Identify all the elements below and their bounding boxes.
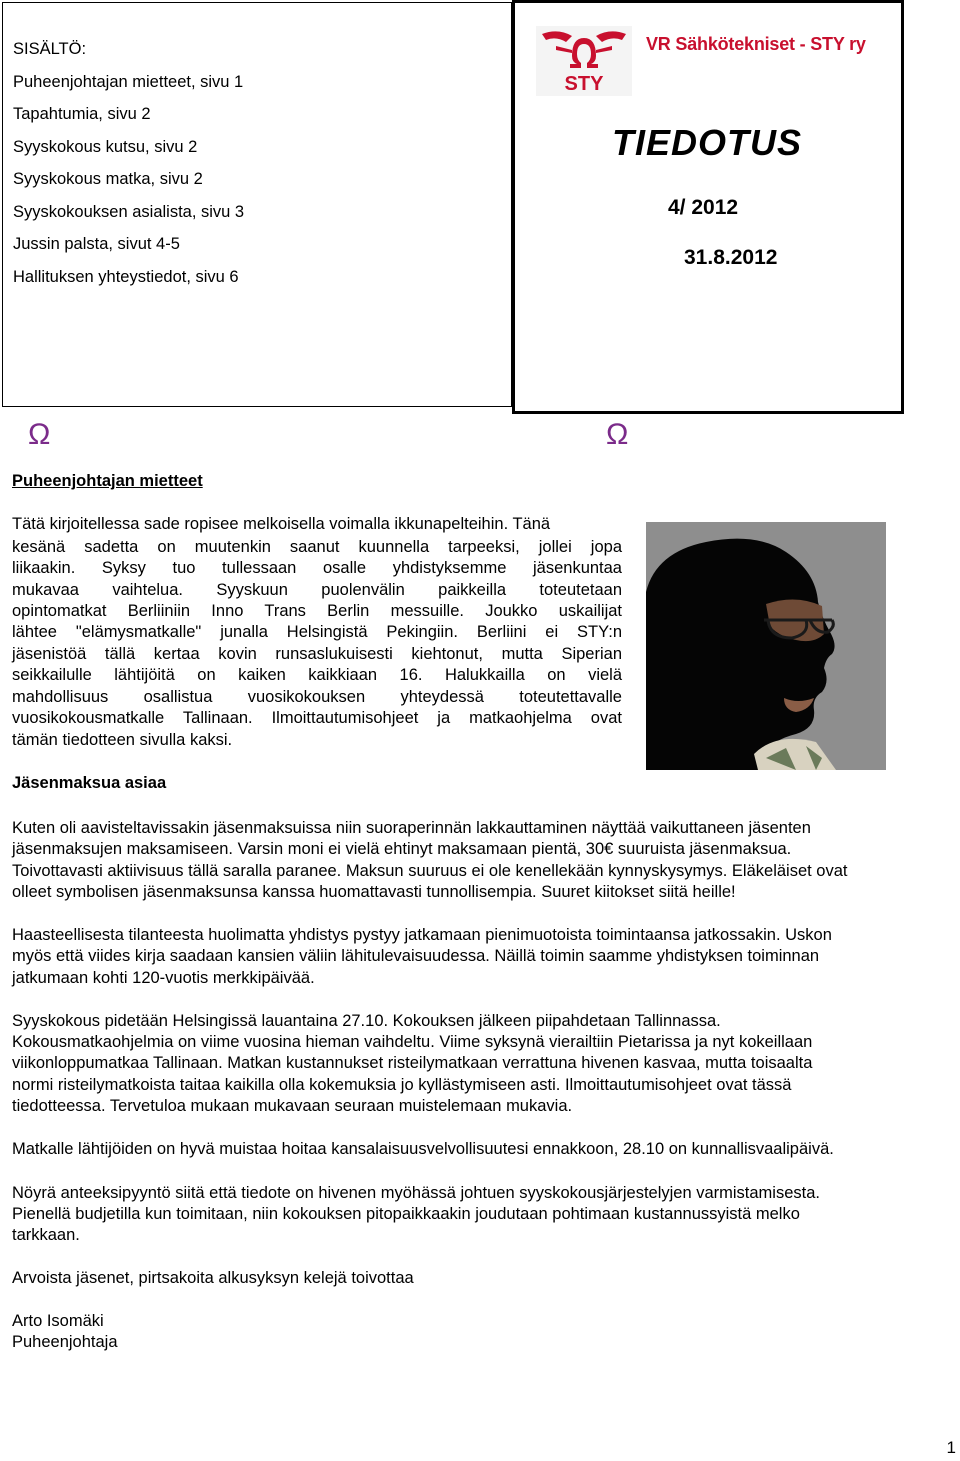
newsletter-title: TIEDOTUS (612, 122, 803, 163)
paragraph-line: mukavaa vaihtelua. Syyskuun puolenvälin paikkeilla toteutetaan (12, 581, 622, 599)
paragraph-line: seikkailulle lähtijöitä on kaiken kaikkiaan 16. Halukkailla on vielä (12, 666, 622, 684)
signature-name: Arto Isomäki (12, 1312, 104, 1330)
toc-heading: SISÄLTÖ: (13, 40, 87, 58)
paragraph-line: normi risteilymatkoista taitaa kaikilla olla kokemuksia jo kyllästymiseen asti. Ilmoittautumisohjeet ovat tässä (12, 1076, 792, 1094)
paragraph-line: lähtee "elämysmatkalle" junalla Helsingistä Pekingiin. Berliini ei STY:n (12, 623, 622, 641)
table-of-contents-box (2, 2, 512, 407)
toc-item: Jussin palsta, sivut 4-5 (13, 235, 180, 253)
paragraph-line: jäsenmaksujen maksamiseen. Varsin moni ei vielä ehtinyt maksamaan pientä, 30€ suuruista jäsenmaksua. (12, 840, 792, 858)
section-title-membership-fees: Jäsenmaksua asiaa (12, 774, 167, 792)
section-title-chairman: Puheenjohtajan mietteet (12, 472, 203, 490)
paragraph-line: Syyskokous pidetään Helsingissä lauantaina 27.10. Kokouksen jälkeen piipahdetaan Tallinnassa. (12, 1012, 721, 1030)
toc-item: Tapahtumia, sivu 2 (13, 105, 151, 123)
paragraph-line: Matkalle lähtijöiden on hyvä muistaa hoitaa kansalaisuusvelvollisuutesi ennakkoon, 28.10 on kunnallisvaalipäivä. (12, 1140, 834, 1158)
toc-item: Syyskokouksen asialista, sivu 3 (13, 203, 245, 221)
issue-date: 31.8.2012 (684, 246, 778, 269)
omega-divider-right: Ω (606, 418, 629, 451)
issue-number: 4/ 2012 (668, 196, 739, 219)
paragraph-line: kesänä sadetta on muutenkin saanut kuunnella tarpeeksi, jollei jopa (12, 538, 622, 556)
paragraph-line: liikaakin. Syksy tuo tullessaan osalle yhdistyksemme jäsenkuntaa (12, 559, 622, 577)
paragraph-line: myös että viides kirja saadaan kansien väliin lähitulevaisuudessa. Näillä toimin saamme yhdistyksen toiminnan (12, 947, 820, 965)
toc-item: Puheenjohtajan mietteet, sivu 1 (13, 73, 244, 91)
chairman-photo (646, 522, 886, 770)
paragraph-line: Kuten oli aavisteltavissakin jäsenmaksuissa niin suoraperinnän lakkauttaminen näyttää vaikuttaneen jäsenten (12, 819, 811, 837)
paragraph-line: Nöyrä anteeksipyyntö siitä että tiedote on hivenen myöhässä johtuen syyskokousjärjestelyjen varmistamisesta. (12, 1184, 820, 1202)
paragraph-line: Tätä kirjoitellessa sade ropisee melkoisella voimalla ikkunapelteihin. Tänä (12, 515, 551, 533)
paragraph-line: jatkumaan kohti 120-vuotis merkkipäivää. (12, 969, 315, 987)
sty-logo (536, 26, 632, 96)
paragraph-line: olleet symbolisen jäsenmaksunsa kanssa huomattavasti tunnollisempia. Suuret kiitokset siitä heille! (12, 883, 736, 901)
signature-title: Puheenjohtaja (12, 1333, 118, 1351)
paragraph-line: jäsenistöä tällä kertaa kovin runsaslukuisesti kiehtonut, mutta Siperian (12, 645, 622, 663)
omega-divider-left: Ω (28, 418, 51, 451)
paragraph-line: mahdollisuus osallistua vuosikokouksen yhteydessä toteutettavalle (12, 688, 622, 706)
paragraph-line: Toivottavasti aktiivisuus tällä saralla paranee. Maksun suuruus ei ole kenellekään kynnyskysymys. Eläkeläiset ovat (12, 862, 848, 880)
paragraph-line: tiedotteessa. Tervetuloa mukaan mukavaan seuraan muistelemaan mukavia. (12, 1097, 573, 1115)
toc-item: Syyskokous matka, sivu 2 (13, 170, 203, 188)
paragraph-line: Pienellä budjetilla kun toimitaan, niin kokouksen pitopaikkaakin joudutaan pohtimaan kustannussyistä melko (12, 1205, 800, 1223)
page-number: 1 (946, 1438, 956, 1457)
paragraph-line: tarkkaan. (12, 1226, 80, 1244)
paragraph-line: tämän tiedotteen sivulla kaksi. (12, 731, 233, 749)
paragraph-line: Haasteellisesta tilanteesta huolimatta yhdistys pystyy jatkamaan pienimuotoista toimintaansa jatkossakin. Uskon (12, 926, 832, 944)
logo-lettering: STY (564, 73, 604, 95)
paragraph-line: vuosikokousmatkalle Tallinaan. Ilmoittautumisohjeet ja matkaohjelma ovat (12, 709, 622, 727)
closing-greeting: Arvoista jäsenet, pirtsakoita alkusyksyn kelejä toivottaa (12, 1269, 414, 1287)
organization-name: VR Sähkötekniset - STY ry (646, 34, 866, 54)
paragraph-line: Kokousmatkaohjelmia on viime vuosina hieman vaihdeltu. Viime syksynä vierailtiin Pietarissa ja nyt kokeillaan (12, 1033, 813, 1051)
paragraph-line: opintomatkat Berliiniin Inno Trans Berlin messuille. Joukko uskailijat (12, 602, 622, 620)
toc-item: Hallituksen yhteystiedot, sivu 6 (13, 268, 239, 286)
toc-item: Syyskokous kutsu, sivu 2 (13, 138, 198, 156)
paragraph-line: viikonloppumatkaa Tallinaan. Matkan kustannukset risteilymatkaan verrattuna hivenen kasvaa, mutta toisaalta (12, 1054, 813, 1072)
